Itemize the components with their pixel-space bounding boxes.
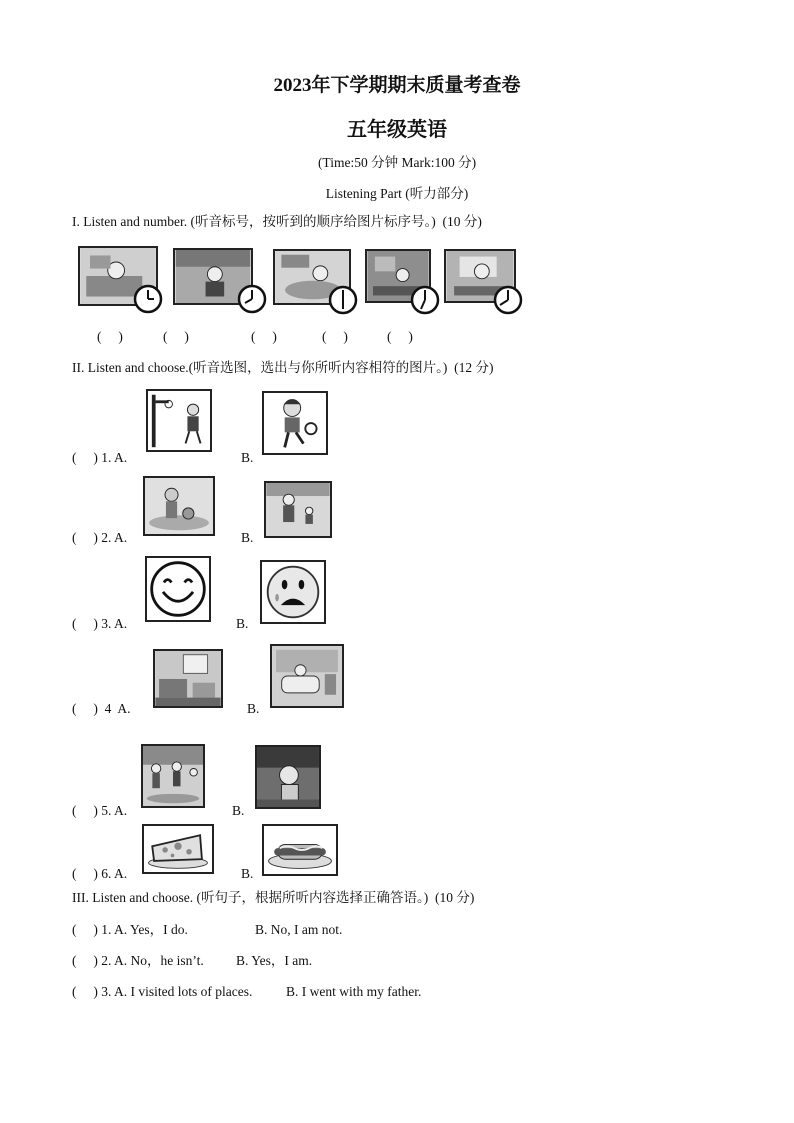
option-b-label: B. [247,701,260,716]
clock-icon [490,285,526,315]
cheese-picture [142,824,214,874]
question-label: ( ) 2. A. No，he isn’t. [72,953,204,968]
option-b-label: B. Yes，I am. [236,953,313,968]
boy-at-night-picture [255,745,321,809]
question-label: ( ) 3. A. I visited lots of places. [72,984,253,999]
exam-meta: (Time:50 分钟 Mark:100 分) [317,155,477,170]
clock-icon [130,284,166,314]
question-label: ( ) 2. A. [72,530,128,545]
sad-face-picture [260,560,326,624]
clock-icon [325,285,361,315]
question-label: ( ) 3. A. [72,616,128,631]
clock-icon [234,284,270,314]
happy-face-picture [145,556,211,622]
beach-picture [143,476,215,536]
option-b-label: B. [232,803,245,818]
question-label: ( ) 1. A. [72,450,128,465]
section2-heading: II. Listen and choose.(听音选图，选出与你所听内容相符的图片。) (12 分) [72,360,494,375]
part-heading: Listening Part (听力部分) [325,186,469,201]
question-label: ( ) 5. A. [72,803,128,818]
bathroom-picture [270,644,344,708]
family-walking-picture [264,481,332,538]
question-label: ( ) 6. A. [72,866,128,881]
answer-blank[interactable]: ( ) [97,329,123,344]
exam-subtitle: 五年级英语 [347,119,447,141]
people-outdoors-picture [141,744,205,808]
basketball-picture [146,389,212,452]
option-b-label: B. [236,616,249,631]
clock-icon [407,285,443,315]
football-picture [262,391,328,455]
bedroom-picture [153,649,223,708]
answer-blank[interactable]: ( ) [322,329,348,344]
answer-blank[interactable]: ( ) [251,329,277,344]
question-label: ( ) 1. A. Yes，I do. [72,922,188,937]
option-b-label: B. [241,530,254,545]
option-b-label: B. [241,450,254,465]
option-b-label: B. No, I am not. [255,922,343,937]
answer-blank[interactable]: ( ) [163,329,189,344]
hotdog-picture [262,824,338,876]
option-b-label: B. I went with my father. [286,984,422,999]
answer-blank[interactable]: ( ) [387,329,413,344]
exam-title: 2023年下学期期末质量考查卷 [273,75,521,96]
option-b-label: B. [241,866,254,881]
section3-heading: III. Listen and choose. (听句子，根据所听内容选择正确答语。) (10 分) [72,890,475,905]
question-label: ( ) 4 A. [72,701,131,716]
section1-heading: I. Listen and number. (听音标号，按听到的顺序给图片标序号。) (10 分) [72,214,482,229]
